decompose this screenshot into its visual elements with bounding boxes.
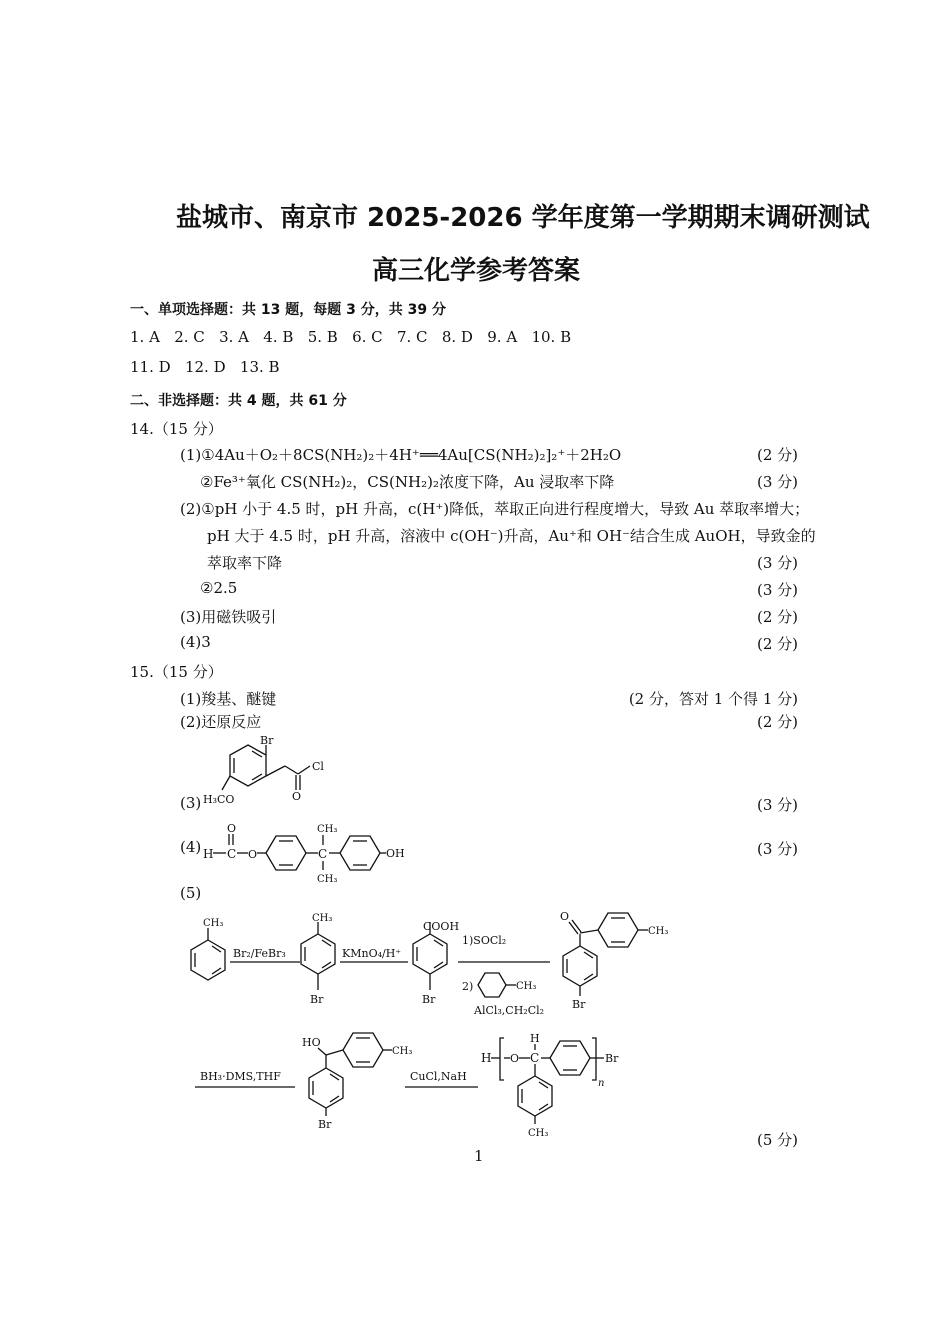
q15-4-label: (4) xyxy=(180,838,202,856)
carbon-label: C xyxy=(227,847,237,861)
page-title: 盐城市、南京市 2025-2026 学年度第一学期期末调研测试 xyxy=(176,203,870,233)
bromo-label: Br xyxy=(572,998,586,1011)
benzene-ring xyxy=(191,940,225,980)
carboxyl-label: COOH xyxy=(423,920,460,933)
part1-heading: 一、单项选择题：共 13 题，每题 3 分，共 39 分 xyxy=(130,302,446,318)
methyl-label: CH₃ xyxy=(528,1128,549,1139)
q14-4-score: (2 分) xyxy=(756,635,798,653)
methyl-label: CH₃ xyxy=(648,926,669,937)
q14-title: 14.（15 分） xyxy=(130,420,223,438)
page-subtitle: 高三化学参考答案 xyxy=(372,256,581,286)
benzene-ring xyxy=(563,946,597,986)
q15-4-score: (3 分) xyxy=(756,840,798,858)
benzene-ring xyxy=(301,934,335,974)
q15-3-label: (3) xyxy=(180,794,202,812)
benzene-ring xyxy=(478,973,506,997)
q14-2-1-line2: pH 大于 4.5 时，pH 升高，溶液中 c(OH⁻)升高，Au⁺和 OH⁻结合生成 AuOH，导致金的 xyxy=(207,527,816,545)
oxygen-label: O xyxy=(227,822,237,835)
bond xyxy=(266,766,285,776)
q14-3-score: (2 分) xyxy=(756,608,798,626)
methyl-label: CH₃ xyxy=(203,918,224,929)
hydroxyl-label: HO xyxy=(302,1036,321,1049)
bond xyxy=(285,766,298,774)
q15-5-route-row1 xyxy=(191,910,668,1017)
bromo-label: Br xyxy=(260,734,274,747)
q15-1-score: (2 分，答对 1 个得 1 分) xyxy=(628,690,798,708)
carbonyl-bond xyxy=(572,920,581,932)
mc-answers-line2: 11. D 12. D 13. B xyxy=(130,358,280,376)
carbon-label: C xyxy=(530,1051,540,1065)
q14-2-1-line3: 萃取率下降 xyxy=(207,554,283,572)
q15-3-score: (3 分) xyxy=(756,796,798,814)
hydrogen-label: H xyxy=(203,847,214,861)
hydrogen-label: H xyxy=(530,1032,540,1045)
bromo-label: Br xyxy=(310,993,324,1006)
q15-4-structure xyxy=(180,822,405,885)
q15-5-label: (5) xyxy=(180,884,202,902)
oxygen-label: O xyxy=(510,1052,520,1065)
q15-3-structure xyxy=(180,734,324,812)
bromo-label: Br xyxy=(318,1118,332,1131)
oxygen-label: O xyxy=(560,910,570,923)
part2-heading: 二、非选择题：共 4 题，共 61 分 xyxy=(130,393,347,409)
carbon-label: C xyxy=(318,847,328,861)
polymer-bracket xyxy=(592,1038,596,1080)
repeat-subscript: n xyxy=(598,1078,605,1089)
q14-1-1-score: (2 分) xyxy=(756,446,798,464)
mc-answers-line1: 1. A 2. C 3. A 4. B 5. B 6. C 7. C 8. D 9. A 10. B xyxy=(130,328,572,346)
bromo-label: Br xyxy=(605,1052,619,1065)
benzene-ring xyxy=(413,934,447,974)
q15-2-score: (2 分) xyxy=(756,713,798,731)
q14-3-answer: (3)用磁铁吸引 xyxy=(180,608,277,626)
bond xyxy=(298,766,310,774)
methyl-label: CH₃ xyxy=(317,874,338,885)
bond xyxy=(580,930,598,933)
q14-4-answer: (4)3 xyxy=(180,633,211,651)
methyl-label: CH₃ xyxy=(392,1046,413,1057)
q15-1-answer: (1)羧基、醚键 xyxy=(180,690,277,708)
oxygen-label: O xyxy=(248,848,258,861)
benzene-ring xyxy=(309,1068,343,1108)
q15-title: 15.（15 分） xyxy=(130,663,223,681)
carbonyl-bond xyxy=(569,922,578,934)
q14-2-1-line1: (2)①pH 小于 4.5 时，pH 升高，c(H⁺)降低，萃取正向进行程度增大，导致 Au 萃取率增大； xyxy=(180,500,810,518)
reagent-label: 1)SOCl₂ xyxy=(462,934,507,947)
hydroxyl-label: OH xyxy=(386,847,405,860)
page-number: 1 xyxy=(474,1147,484,1165)
reagent-label: KMnO₄/H⁺ xyxy=(342,947,402,960)
bond xyxy=(318,1048,326,1055)
reagent-label: Br₂/FeBr₃ xyxy=(233,947,286,960)
bond xyxy=(222,776,230,790)
q14-2-2-score: (3 分) xyxy=(756,581,798,599)
chloro-label: Cl xyxy=(312,760,324,773)
polymer-bracket xyxy=(500,1038,504,1080)
q14-2-1-score: (3 分) xyxy=(756,554,798,572)
methyl-label: CH₃ xyxy=(516,981,537,992)
hydrogen-label: H xyxy=(481,1051,492,1065)
benzene-ring xyxy=(230,745,266,786)
q15-5-route-row2 xyxy=(195,1032,619,1139)
methyl-label: CH₃ xyxy=(312,913,333,924)
reagent-label: BH₃·DMS,THF xyxy=(200,1070,281,1083)
q14-1-2-score: (3 分) xyxy=(756,473,798,491)
reagent-label: AlCl₃,CH₂Cl₂ xyxy=(474,1004,545,1017)
q15-2-answer: (2)还原反应 xyxy=(180,713,262,731)
benzene-ring xyxy=(518,1076,552,1116)
methyl-label: CH₃ xyxy=(317,824,338,835)
oxygen-label: O xyxy=(292,790,302,803)
q14-1-1-answer: (1)①4Au＋O₂＋8CS(NH₂)₂＋4H⁺══4Au[CS(NH₂)₂]₂⁺＋2H₂O xyxy=(180,446,622,464)
reagent-label: 2) xyxy=(462,980,474,993)
q14-1-2-answer: ②Fe³⁺氧化 CS(NH₂)₂，CS(NH₂)₂浓度下降，Au 浸取率下降 xyxy=(200,473,615,491)
q15-5-score: (5 分) xyxy=(756,1131,798,1149)
reagent-label: CuCl,NaH xyxy=(410,1070,467,1083)
bond xyxy=(326,1050,343,1055)
bromo-label: Br xyxy=(422,993,436,1006)
methoxy-label: H₃CO xyxy=(203,793,235,806)
q14-2-2-answer: ②2.5 xyxy=(200,579,238,597)
